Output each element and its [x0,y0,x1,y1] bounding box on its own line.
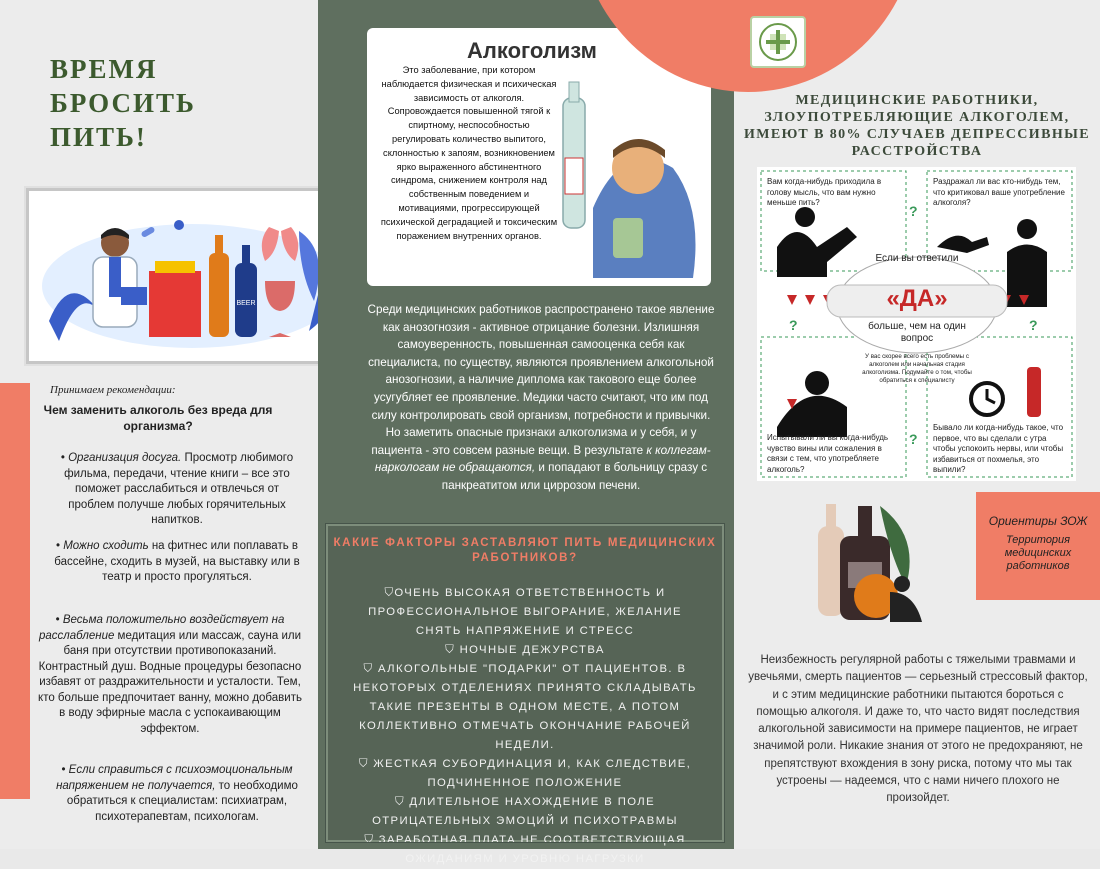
factor-item: ⛉ ДЛИТЕЛЬНОЕ НАХОЖДЕНИЕ В ПОЛЕ ОТРИЦАТЕЛЬНЫХ ЭМОЦИЙ И ПСИХОТРАВМЫ [372,796,678,827]
page-title [50,52,196,154]
bottles-illustration [810,496,946,626]
recommendations-heading: Принимаем рекомендации: [50,384,176,396]
question-mark-icon: ? [1029,317,1038,333]
recommendations-question: Чем заменить алкоголь без вреда для организма? [43,403,273,433]
shield-icon: ⛉ [394,796,410,808]
drunk-man-illustration [553,78,703,278]
factor-item: ⛉ ЖЕСТКАЯ СУБОРДИНАЦИЯ И, КАК СЛЕДСТВИЕ, ПОДЧИНЕННОЕ ПОЛОЖЕНИЕ [358,758,692,789]
zozh-badge [976,492,1100,600]
badge-title: Ориентиры ЗОЖ [988,514,1088,528]
center-yes: «ДА» [886,285,948,312]
shield-icon: ⛉ [384,587,395,599]
factor-item: ⛉ ЗАРАБОТНАЯ ПЛАТА НЕ СООТВЕТСТВУЮЩАЯ ОЖИДАНИЯМ И УРОВНЮ НАГРУЗКИ [364,834,686,865]
factors-box [326,524,724,865]
question-mark-icon: ? [909,431,918,447]
shield-icon: ⛉ [445,644,460,656]
question-4: Бывало ли когда-нибудь такое, что первое, что вы сделали с утра чтобы успокоить нервы, или чтобы избавиться от похмелья, это выпили? [933,423,1064,474]
question-mark-icon: ? [789,317,798,333]
doctor-illustration [26,188,358,364]
factor-item: ⛉ АЛКОГОЛЬНЫЕ "ПОДАРКИ" ОТ ПАЦИЕНТОВ. В НЕКОТОРЫХ ОТДЕЛЕНИЯХ ПРИНЯТО СКЛАДЫВАТЬ ТАКИЕ ПРЕЗЕНТЫ В ОДНОМ МЕСТЕ, А ПОТОМ КОЛЛЕКТИВНО ОТМЕЧАТЬ ОКОНЧАНИЕ РАБОЧЕЙ НЕДЕЛИ. [353,663,697,751]
beer-label: BEER [236,300,256,307]
shield-icon: ⛉ [363,663,378,675]
tip-item: • Организация досуга. Просмотр любимого фильма, передачи, чтение книги – все это поможет расслабиться и отвлечься от проблем получше любых горячительных напитков. [60,452,294,526]
organization-logo [750,16,806,68]
factor-item: ⛉ НОЧНЫЕ ДЕЖУРСТВА [445,644,605,656]
cage-questionnaire-infographic [757,167,1076,481]
tip-item: • Если справиться с психоэмоциональным напряжением не получается, то необходимо обратиться к специалистам: психиатрам, психотерапевтам, психологам. [56,764,298,823]
question-3: Испытывали ли вы когда-нибудь чувство вины или сожаления в связи с тем, что употребляете алкоголь? [767,433,889,474]
question-2: Раздражал ли вас кто-нибудь тем, что критиковал ваше употребление алкоголя? [933,177,1065,207]
factor-item: ⛉ОЧЕНЬ ВЫСОКАЯ ОТВЕТСТВЕННОСТЬ И ПРОФЕССИОНАЛЬНОЕ ВЫГОРАНИЕ, ЖЕЛАНИЕ СНЯТЬ НАПРЯЖЕНИЕ И СТРЕСС [368,587,682,637]
question-mark-icon: ? [909,203,918,219]
definition-text: Это заболевание, при котором наблюдается физическая и психическая зависимость от алкоголя. Сопровождается повышенной тягой к спиртному, неспособностью регулировать количество выпитого, склонностью к запоям, возникновением ярко выраженного абстинентного синдрома, снижением контроля над собственным поведением и мотивациями, прогрессирующей психической деградацией и токсическим поражением внутренних органов. [380,65,558,241]
shield-icon: ⛉ [358,758,374,770]
anosognosia-paragraph: Среди медицинских работников распространено такое явление как анозогнозия - активное отрицание болезни. Излишняя самоуверенность, повышенная самооценка себя как специалиста, по существу, являются проявлением алкогольной анозогнозии, а наличие диплома как такового еще более усугубляет ее проявление. Медики часто считают, что им под силу контролировать свой организм, потребности и привычки. Но заметить опасные признаки алкоголизма и у себя, и у пациента - это совсем разные вещи. В результате к коллегам-наркологам не обращаются, и попадают в больницу сразу с панкреатитом или циррозом печени. [367,303,715,492]
center-more-than-one: больше, чем на один вопрос [868,321,966,344]
shield-icon: ⛉ [364,834,379,846]
factors-title: КАКИЕ ФАКТОРЫ ЗАСТАВЛЯЮТ ПИТЬ МЕДИЦИНСКИХ РАБОТНИКОВ? [333,537,717,564]
tip-item: • Весьма положительно воздействует на расслабление медитация или массаж, сауна или баня при отсутствии противопоказаний. Контрастный душ. Водные процедуры безопасно избавят от раздражительности и усталости. Тем, кто больше предпочитает ванну, можно добавить в воду эфирные масла с успокаивающим эффектом. [38,614,302,735]
accent-strip [0,383,30,799]
stress-paragraph: Неизбежность регулярной работы с тяжелыми травмами и увечьями, смерть пациентов — серьезный стрессовый фактор, и с этим медицинские работники пытаются бороться с помощью алкоголя. И даже то, что часто видят последствия алкогольной зависимости на примере пациентов, не играет значимой роли. Никакие знания от этого не предохраняют, не препятствуют вхождения в зону риска, потому что мы так устроены — надеемся, что с нами ничего плохого не произойдет. [748,654,1088,805]
title-line-2: БРОСИТЬ [50,88,196,118]
title-line-1: ВРЕМЯ [50,54,158,84]
title-line-3: ПИТЬ! [50,122,147,152]
tip-item: • Можно сходить на фитнес или поплавать в бассейне, сходить в музей, на выставку или в театр и просто прогуляться. [54,540,300,583]
center-if-answered: Если вы ответили [875,253,959,264]
right-title: МЕДИЦИНСКИЕ РАБОТНИКИ, ЗЛОУПОТРЕБЛЯЮЩИЕ АЛКОГОЛЕМ, ИМЕЮТ В 80% СЛУЧАЕВ ДЕПРЕССИВНЫЕ РАССТРОЙСТВА [743,93,1091,159]
badge-subtitle: Территория медицинских работников [1004,534,1072,572]
factors-list [328,584,722,869]
question-1: Вам когда-нибудь приходила в голову мысль, что вам нужно меньше пить? [767,177,882,207]
center-note: У вас скорее всего есть проблемы с алкоголем или начальная стадия алкоголизма. Подумайте о том, чтобы обратиться к специалисту [862,353,972,384]
card-title: Алкоголизм [467,38,597,63]
